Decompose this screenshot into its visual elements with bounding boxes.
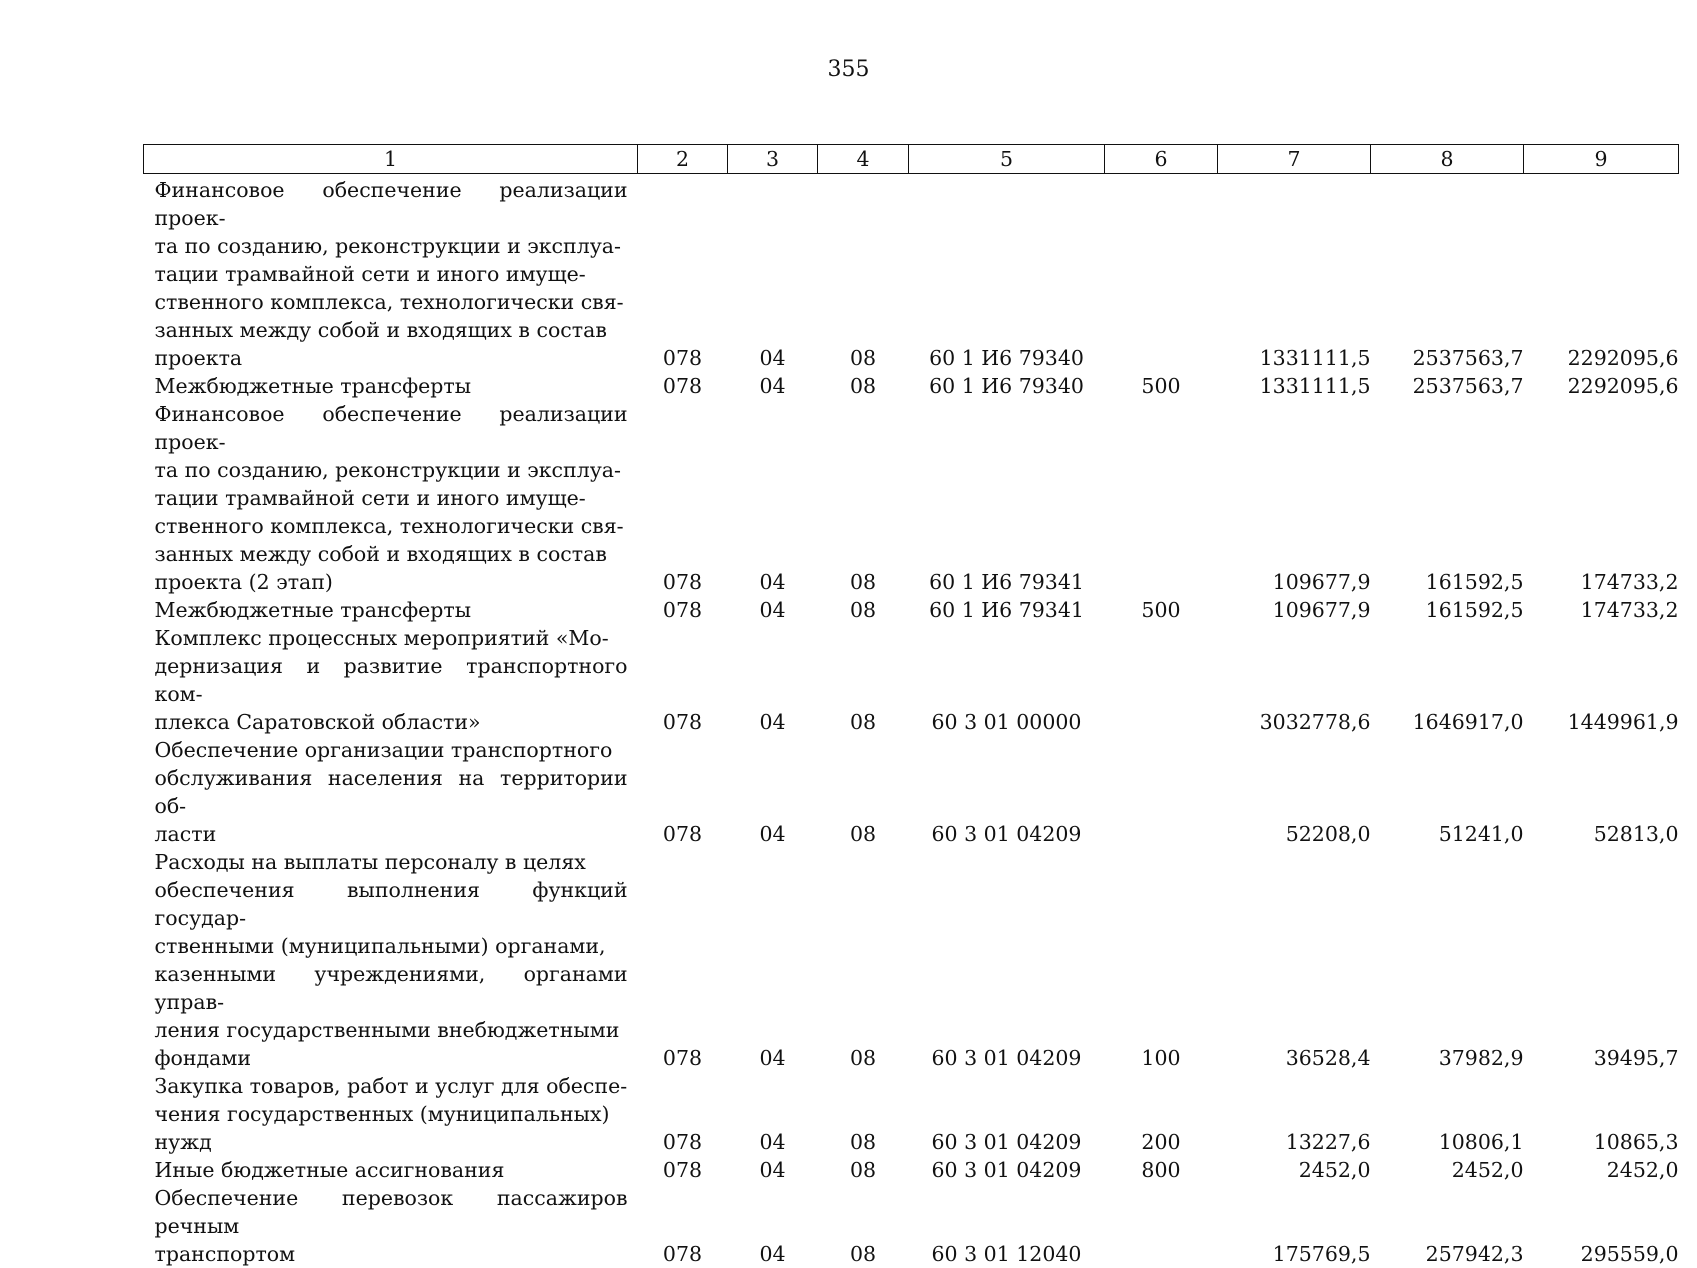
- column-header-5: 5: [909, 145, 1105, 174]
- cell-name-line: Закупка товаров, работ и услуг для обеспе-: [155, 1072, 628, 1100]
- cell-name-line: Межбюджетные трансферты: [155, 372, 628, 400]
- cell-name: [144, 596, 638, 624]
- cell-name-line: Иные бюджетные ассигнования: [155, 1156, 628, 1184]
- cell-name-line: та по созданию, реконструкции и эксплуа-: [155, 456, 628, 484]
- column-header-8: 8: [1371, 145, 1524, 174]
- table-row: [144, 400, 1679, 596]
- header-row: [144, 145, 1679, 174]
- cell-amount-1: 175769,5: [1218, 1184, 1371, 1268]
- cell-name-line: дернизация и развитие транспортного ком-: [155, 652, 628, 708]
- cell-name-line: ления государственными внебюджетными: [155, 1016, 628, 1044]
- cell-name-line: нужд: [155, 1128, 628, 1156]
- cell-amount-2: 51241,0: [1371, 736, 1524, 848]
- cell-name-line: тации трамвайной сети и иного имуще-: [155, 260, 628, 288]
- cell-section: 04: [728, 596, 818, 624]
- cell-name-line: Межбюджетные трансферты: [155, 596, 628, 624]
- cell-section: 04: [728, 174, 818, 373]
- cell-amount-1: 52208,0: [1218, 736, 1371, 848]
- cell-amount-1: 1331111,5: [1218, 372, 1371, 400]
- cell-section: 04: [728, 1072, 818, 1156]
- cell-subsection: 08: [818, 624, 909, 736]
- cell-name: [144, 1156, 638, 1184]
- cell-name-line: проекта: [155, 344, 628, 372]
- cell-name: [144, 1184, 638, 1268]
- cell-expense-type: [1105, 400, 1218, 596]
- cell-amount-1: 3032778,6: [1218, 624, 1371, 736]
- cell-amount-1: 36528,4: [1218, 848, 1371, 1072]
- cell-subsection: 08: [818, 372, 909, 400]
- cell-name-line: Обеспечение перевозок пассажиров речным: [155, 1184, 628, 1240]
- cell-subsection: 08: [818, 848, 909, 1072]
- cell-name: [144, 736, 638, 848]
- cell-target-article: 60 1 И6 79340: [909, 372, 1105, 400]
- cell-expense-type: 500: [1105, 596, 1218, 624]
- cell-expense-type: 800: [1105, 1156, 1218, 1184]
- cell-name-line: ласти: [155, 820, 628, 848]
- cell-subsection: 08: [818, 736, 909, 848]
- cell-expense-type: 200: [1105, 1072, 1218, 1156]
- cell-ministry-code: 078: [638, 1156, 728, 1184]
- cell-name-line: Комплекс процессных мероприятий «Мо-: [155, 624, 628, 652]
- cell-name-line: транспортом: [155, 1240, 628, 1268]
- table-row: [144, 736, 1679, 848]
- cell-target-article: 60 3 01 00000: [909, 624, 1105, 736]
- cell-amount-1: 13227,6: [1218, 1072, 1371, 1156]
- cell-ministry-code: 078: [638, 372, 728, 400]
- cell-amount-1: 109677,9: [1218, 400, 1371, 596]
- cell-name-line: обслуживания населения на территории об-: [155, 764, 628, 820]
- cell-name: [144, 400, 638, 596]
- cell-name-line: Финансовое обеспечение реализации проек-: [155, 400, 628, 456]
- cell-name: [144, 848, 638, 1072]
- cell-target-article: 60 3 01 04209: [909, 1156, 1105, 1184]
- cell-amount-1: 1331111,5: [1218, 174, 1371, 373]
- cell-ministry-code: 078: [638, 848, 728, 1072]
- table-row: [144, 1072, 1679, 1156]
- page-number: 355: [0, 56, 1697, 84]
- cell-section: 04: [728, 372, 818, 400]
- cell-amount-1: 109677,9: [1218, 596, 1371, 624]
- column-header-4: 4: [818, 145, 909, 174]
- cell-target-article: 60 3 01 04209: [909, 1072, 1105, 1156]
- cell-name-line: та по созданию, реконструкции и эксплуа-: [155, 232, 628, 260]
- cell-section: 04: [728, 1156, 818, 1184]
- cell-name: [144, 1072, 638, 1156]
- cell-amount-2: 2537563,7: [1371, 372, 1524, 400]
- cell-target-article: 60 3 01 12040: [909, 1184, 1105, 1268]
- cell-name-line: ственного комплекса, технологически свя-: [155, 512, 628, 540]
- cell-amount-3: 174733,2: [1524, 596, 1679, 624]
- table-body: [144, 174, 1679, 1268]
- cell-expense-type: [1105, 624, 1218, 736]
- column-header-9: 9: [1524, 145, 1679, 174]
- table-row: [144, 372, 1679, 400]
- cell-amount-2: 257942,3: [1371, 1184, 1524, 1268]
- table-row: [144, 1156, 1679, 1184]
- cell-ministry-code: 078: [638, 174, 728, 373]
- cell-name-line: ственного комплекса, технологически свя-: [155, 288, 628, 316]
- cell-name-line: обеспечения выполнения функций государ-: [155, 876, 628, 932]
- cell-ministry-code: 078: [638, 400, 728, 596]
- cell-subsection: 08: [818, 1156, 909, 1184]
- column-header-6: 6: [1105, 145, 1218, 174]
- cell-amount-2: 37982,9: [1371, 848, 1524, 1072]
- cell-expense-type: 100: [1105, 848, 1218, 1072]
- cell-section: 04: [728, 624, 818, 736]
- cell-amount-3: 10865,3: [1524, 1072, 1679, 1156]
- cell-amount-3: 295559,0: [1524, 1184, 1679, 1268]
- cell-amount-3: 39495,7: [1524, 848, 1679, 1072]
- cell-name-line: занных между собой и входящих в состав: [155, 316, 628, 344]
- cell-ministry-code: 078: [638, 596, 728, 624]
- cell-amount-2: 1646917,0: [1371, 624, 1524, 736]
- cell-name-line: Расходы на выплаты персоналу в целях: [155, 848, 628, 876]
- table-row: [144, 1184, 1679, 1268]
- cell-ministry-code: 078: [638, 624, 728, 736]
- cell-amount-3: 52813,0: [1524, 736, 1679, 848]
- cell-expense-type: [1105, 1184, 1218, 1268]
- cell-amount-1: 2452,0: [1218, 1156, 1371, 1184]
- cell-name-line: ственными (муниципальными) органами,: [155, 932, 628, 960]
- cell-expense-type: [1105, 736, 1218, 848]
- cell-name-line: проекта (2 этап): [155, 568, 628, 596]
- cell-ministry-code: 078: [638, 1072, 728, 1156]
- cell-name-line: чения государственных (муниципальных): [155, 1100, 628, 1128]
- cell-section: 04: [728, 400, 818, 596]
- cell-subsection: 08: [818, 400, 909, 596]
- cell-target-article: 60 1 И6 79341: [909, 400, 1105, 596]
- cell-name-line: казенными учреждениями, органами управ-: [155, 960, 628, 1016]
- cell-amount-3: 1449961,9: [1524, 624, 1679, 736]
- cell-section: 04: [728, 848, 818, 1072]
- column-header-2: 2: [638, 145, 728, 174]
- cell-name-line: Обеспечение организации транспортного: [155, 736, 628, 764]
- cell-amount-2: 161592,5: [1371, 596, 1524, 624]
- cell-section: 04: [728, 1184, 818, 1268]
- cell-ministry-code: 078: [638, 736, 728, 848]
- cell-amount-2: 2452,0: [1371, 1156, 1524, 1184]
- cell-name-line: Финансовое обеспечение реализации проек-: [155, 176, 628, 232]
- cell-subsection: 08: [818, 1072, 909, 1156]
- cell-subsection: 08: [818, 174, 909, 373]
- column-header-7: 7: [1218, 145, 1371, 174]
- cell-name-line: занных между собой и входящих в состав: [155, 540, 628, 568]
- cell-ministry-code: 078: [638, 1184, 728, 1268]
- cell-amount-3: 2292095,6: [1524, 174, 1679, 373]
- cell-amount-3: 2452,0: [1524, 1156, 1679, 1184]
- cell-section: 04: [728, 736, 818, 848]
- cell-amount-3: 2292095,6: [1524, 372, 1679, 400]
- cell-expense-type: 500: [1105, 372, 1218, 400]
- cell-target-article: 60 1 И6 79340: [909, 174, 1105, 373]
- table-row: [144, 624, 1679, 736]
- column-header-3: 3: [728, 145, 818, 174]
- cell-target-article: 60 3 01 04209: [909, 736, 1105, 848]
- budget-table: [143, 144, 1679, 1268]
- cell-name-line: фондами: [155, 1044, 628, 1072]
- cell-amount-2: 10806,1: [1371, 1072, 1524, 1156]
- cell-name: [144, 624, 638, 736]
- cell-name-line: тации трамвайной сети и иного имуще-: [155, 484, 628, 512]
- cell-amount-2: 161592,5: [1371, 400, 1524, 596]
- column-header-1: 1: [144, 145, 638, 174]
- cell-name: [144, 174, 638, 373]
- cell-name-line: плекса Саратовской области»: [155, 708, 628, 736]
- table-row: [144, 848, 1679, 1072]
- cell-target-article: 60 1 И6 79341: [909, 596, 1105, 624]
- cell-amount-2: 2537563,7: [1371, 174, 1524, 373]
- cell-target-article: 60 3 01 04209: [909, 848, 1105, 1072]
- table-row: [144, 174, 1679, 373]
- table-row: [144, 596, 1679, 624]
- cell-subsection: 08: [818, 596, 909, 624]
- cell-name: [144, 372, 638, 400]
- cell-amount-3: 174733,2: [1524, 400, 1679, 596]
- cell-expense-type: [1105, 174, 1218, 373]
- cell-subsection: 08: [818, 1184, 909, 1268]
